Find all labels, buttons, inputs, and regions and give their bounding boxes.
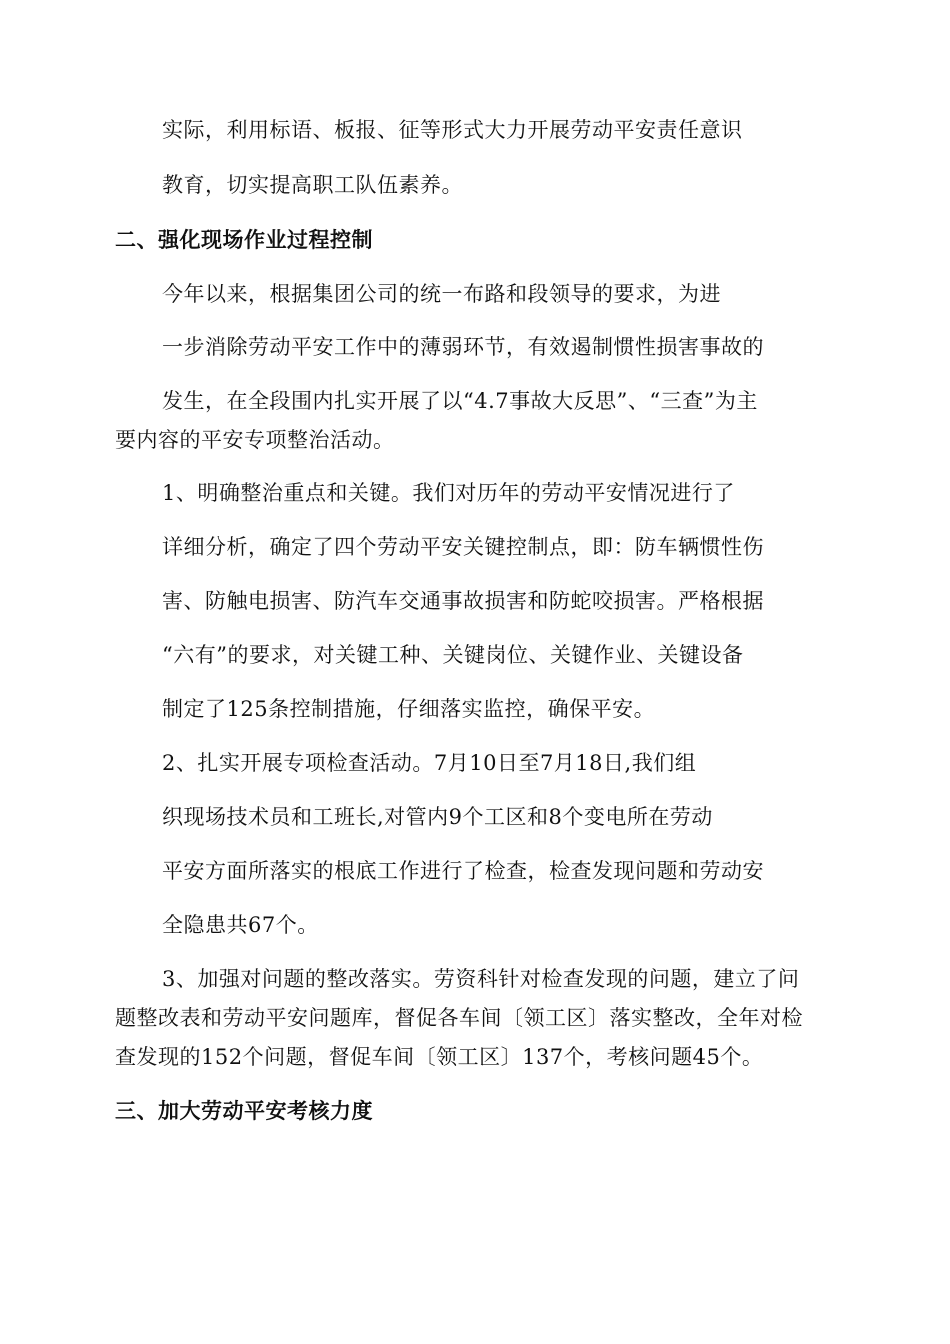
paragraph-line: 织现场技术员和工班长,对管内9个工区和8个变电所在劳动: [162, 805, 713, 829]
paragraph-line: 发生，在全段围内扎实开展了以“4.7事故大反思”、“三查”为主: [162, 389, 758, 413]
paragraph-line: 1、明确整治重点和关键。我们对历年的劳动平安情况进行了: [162, 481, 735, 505]
paragraph-line: 教育，切实提高职工队伍素养。: [162, 173, 463, 197]
paragraph-line: 题整改表和劳动平安问题库，督促各车间〔领工区〕落实整改，全年对检: [115, 1006, 803, 1030]
section-heading: 三、加大劳动平安考核力度: [115, 1099, 373, 1123]
paragraph-line: 要内容的平安专项整治活动。: [115, 428, 395, 452]
paragraph-line: 全隐患共67个。: [162, 913, 319, 937]
paragraph-line: “六有”的要求，对关键工种、关键岗位、关键作业、关键设备: [162, 643, 744, 667]
paragraph-line: 2、扎实开展专项检查活动。7月10日至7月18日,我们组: [162, 751, 697, 775]
paragraph-line: 实际，利用标语、板报、征等形式大力开展劳动平安责任意识: [162, 118, 743, 142]
paragraph-line: 平安方面所落实的根底工作进行了检查，检查发现问题和劳动安: [162, 859, 764, 883]
paragraph-line: 今年以来，根据集团公司的统一布路和段领导的要求，为进: [162, 282, 721, 306]
paragraph-line: 一步消除劳动平安工作中的薄弱环节，有效遏制惯性损害事故的: [162, 335, 764, 359]
paragraph-line: 害、防触电损害、防汽车交通事故损害和防蛇咬损害。严格根据: [162, 589, 764, 613]
paragraph-line: 查发现的152个问题，督促车间〔领工区〕137个，考核问题45个。: [115, 1045, 764, 1069]
paragraph-line: 3、加强对问题的整改落实。劳资科针对检查发现的问题，建立了问: [162, 967, 800, 991]
paragraph-line: 制定了125条控制措施，仔细落实监控，确保平安。: [162, 697, 656, 721]
paragraph-line: 详细分析，确定了四个劳动平安关键控制点，即：防车辆惯性伤: [162, 535, 764, 559]
section-heading: 二、强化现场作业过程控制: [115, 228, 373, 252]
